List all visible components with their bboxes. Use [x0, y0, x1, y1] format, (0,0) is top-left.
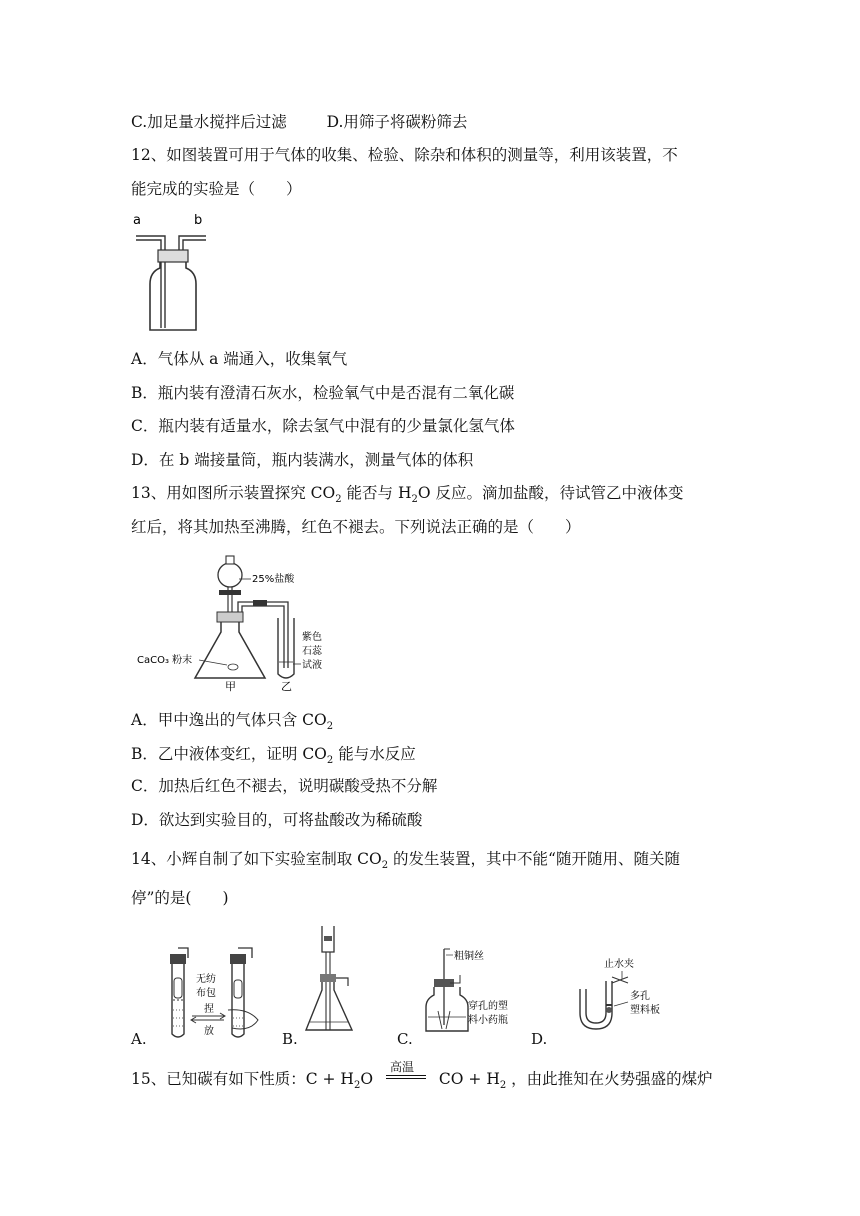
q14-choice-c-letter: C.: [397, 1030, 413, 1048]
q14-figure-d: [568, 955, 678, 1035]
q14-a-label-2: 布包: [196, 988, 216, 999]
q14-figure-c: [420, 945, 520, 1037]
q15-stem: 15、已知碳有如下性质：$C + H_2O$ 高温 CO + $H_2$ ，由此推知在火势强盛的煤炉: [131, 1069, 713, 1096]
q11-option-d: D.用筛子将碳粉筛去: [326, 113, 468, 131]
q14-a-label-4: 放: [204, 1026, 214, 1037]
q13-acid-label: 25%盐酸: [252, 574, 295, 585]
q15-condition: 高温: [389, 1060, 414, 1074]
q11-option-c: C.加足量水搅拌后过滤: [131, 113, 287, 131]
q13-stem-line2: 红后，将其加热至沸腾，红色不褪去。下列说法正确的是（ ）: [131, 518, 581, 536]
q13-option-c: C．加热后红色不褪去，说明碳酸受热不分解: [131, 777, 438, 795]
q14-c-label-3: 料小药瓶: [468, 1015, 508, 1026]
q14-c-label-2: 穿孔的塑: [468, 1001, 508, 1012]
q14-figure-b: [298, 922, 368, 1037]
q13-option-d: D．欲达到实验目的，可将盐酸改为稀硫酸: [131, 811, 423, 829]
q13-powder-label: CaCO₃ 粉末: [137, 655, 193, 666]
q12-gas-bottle-figure: [128, 210, 218, 335]
q13-litmus-1: 紫色: [302, 632, 322, 643]
q12-option-a: A．气体从 a 端通入，收集氧气: [131, 350, 348, 368]
q11-options: [131, 112, 467, 132]
q13-litmus-3: 试液: [302, 660, 322, 671]
q14-choice-b-letter: B.: [282, 1030, 298, 1048]
q15-reaction-arrow: [384, 1060, 428, 1089]
q14-d-label-3: 塑料板: [630, 1005, 660, 1016]
q13-litmus-2: 石蕊: [302, 646, 322, 657]
q14-a-label-3: 捏: [204, 1004, 214, 1015]
q12-stem-line1: 12、如图装置可用于气体的收集、检验、除杂和体积的测量等，利用该装置，不: [131, 146, 678, 164]
q14-figure-a: [158, 940, 278, 1045]
q13-apparatus-figure: [135, 550, 345, 695]
q14-d-label-2: 多孔: [630, 991, 650, 1002]
q12-option-b: B．瓶内装有澄清石灰水，检验氧气中是否混有二氧化碳: [131, 384, 515, 402]
q14-choice-a-letter: A.: [131, 1030, 147, 1048]
q12-label-a: a: [133, 213, 141, 228]
q14-c-label-1: 粗铜丝: [454, 951, 484, 962]
q12-option-c: C．瓶内装有适量水，除去氢气中混有的少量氯化氢气体: [131, 417, 515, 435]
q13-label-yi: 乙: [281, 680, 292, 693]
q13-label-jia: 甲: [225, 680, 236, 693]
q12-label-b: b: [194, 213, 203, 228]
q12-option-d: D．在 b 端接量筒，瓶内装满水，测量气体的体积: [131, 451, 474, 469]
q13-option-a: A．甲中逸出的气体只含 $CO_2$: [131, 711, 334, 733]
q13-stem-line1: 13、用如图所示装置探究 $CO_2$ 能否与 $H_2O$ 反应。滴加盐酸，待试管乙中液体变: [131, 484, 684, 506]
q12-stem-line2: 能完成的实验是（ ）: [131, 180, 302, 198]
q14-d-label-1: 止水夹: [604, 959, 634, 970]
q13-option-b: B．乙中液体变红，证明 $CO_2$ 能与水反应: [131, 745, 416, 767]
q14-stem-line2: 停”的是( ): [131, 889, 229, 907]
q14-a-label-1: 无纺: [196, 974, 216, 985]
q14-choice-d-letter: D.: [531, 1030, 548, 1048]
q14-stem-line1: 14、小辉自制了如下实验室制取 $CO_2$ 的发生装置，其中不能“随开随用、随关随: [131, 850, 680, 872]
